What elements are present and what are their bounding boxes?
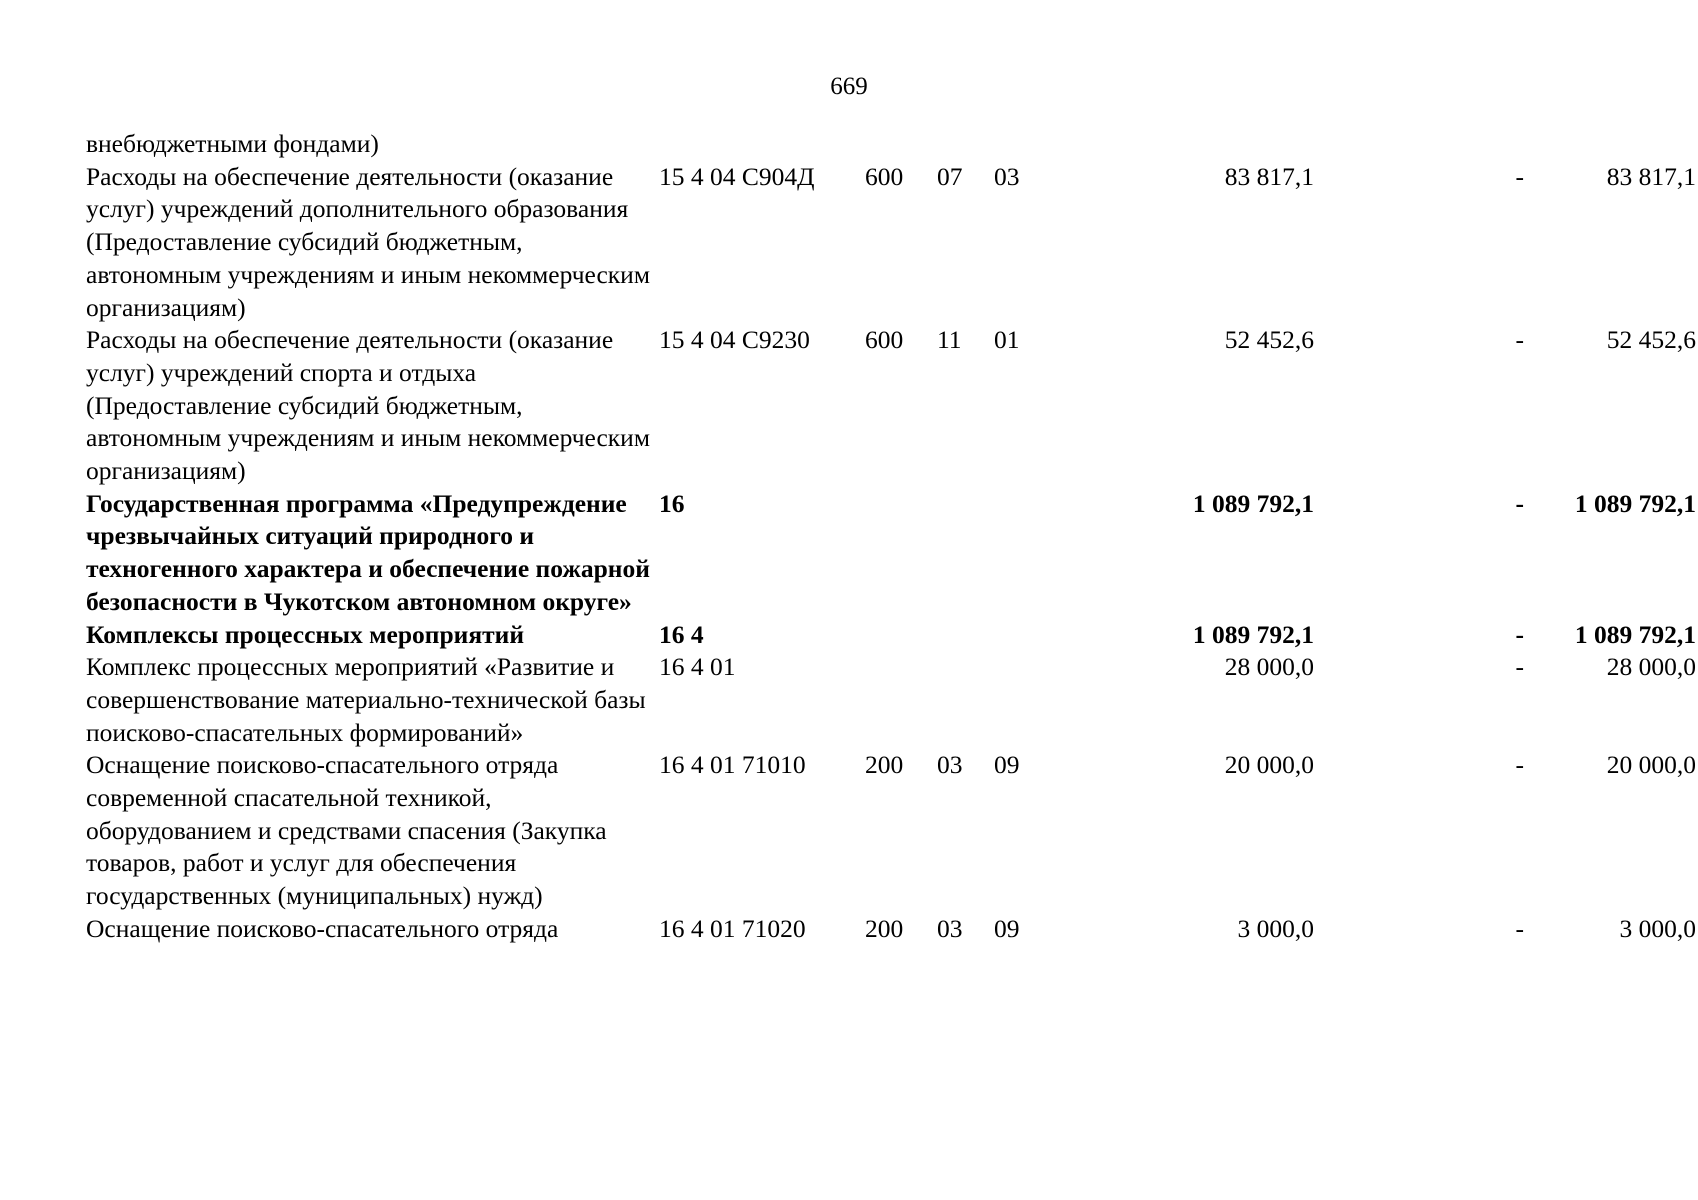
row-sum2: - (1515, 750, 1524, 780)
row-name: Комплекс процессных мероприятий «Развитие и совершенствование материально-технической базы поисково-спасательных формирований» (86, 652, 646, 747)
row-rz: 07 (937, 161, 963, 191)
row-sum1: 20 000,0 (1224, 750, 1314, 780)
table-row (86, 128, 1696, 161)
table-row (86, 651, 1696, 749)
row-csr: 15 4 04 С904Д (659, 161, 815, 191)
table-row (86, 913, 1696, 946)
row-sum1: 52 452,6 (1224, 325, 1314, 355)
row-name: Комплексы процессных мероприятий (86, 619, 525, 649)
row-sum1: 1 089 792,1 (1192, 619, 1314, 649)
row-vr (865, 651, 937, 749)
budget-table (86, 128, 1696, 946)
row-sum1: 83 817,1 (1224, 161, 1314, 191)
table-row (86, 324, 1696, 488)
row-name: Расходы на обеспечение деятельности (оказание услуг) учреждений спорта и отдыха (Предоставление субсидий бюджетным, автономным учреждениям и иным некоммерческим организациям) (86, 325, 650, 486)
row-sum3: 52 452,6 (1606, 325, 1696, 355)
row-vr: 600 (865, 325, 904, 355)
row-csr: 15 4 04 С9230 (659, 325, 810, 355)
row-csr: 16 4 01 71010 (659, 750, 806, 780)
row-csr (659, 128, 865, 161)
row-name: Оснащение поисково-спасательного отряда (86, 913, 559, 943)
row-vr: 200 (865, 750, 904, 780)
row-rz (937, 128, 994, 161)
row-rz (937, 651, 994, 749)
row-rz: 03 (937, 750, 963, 780)
row-sum2: - (1515, 619, 1524, 649)
row-sum3: 28 000,0 (1606, 652, 1696, 682)
row-csr: 16 (659, 488, 685, 518)
row-rz: 03 (937, 913, 963, 943)
row-csr: 16 4 01 (659, 652, 736, 682)
row-rz (937, 488, 994, 619)
row-name: Государственная программа «Предупреждение чрезвычайных ситуаций природного и техногенного характера и обеспечение пожарной безопасности в Чукотском автономном округе» (86, 488, 650, 616)
row-pr: 09 (994, 913, 1020, 943)
row-pr: 03 (994, 161, 1020, 191)
row-pr (994, 651, 1059, 749)
row-pr: 09 (994, 750, 1020, 780)
row-pr (994, 488, 1059, 619)
row-csr: 16 4 01 71020 (659, 913, 806, 943)
row-sum3: 83 817,1 (1606, 161, 1696, 191)
row-rz: 11 (937, 325, 962, 355)
row-name: внебюджетными фондами) (86, 129, 379, 158)
row-sum1: 1 089 792,1 (1192, 488, 1314, 518)
row-pr (994, 128, 1059, 161)
row-sum2: - (1515, 913, 1524, 943)
row-sum2: - (1515, 652, 1524, 682)
row-sum1: 28 000,0 (1224, 652, 1314, 682)
row-vr: 600 (865, 161, 904, 191)
row-sum3: 1 089 792,1 (1574, 488, 1696, 518)
row-vr (865, 128, 937, 161)
row-sum3: 20 000,0 (1606, 750, 1696, 780)
row-pr: 01 (994, 325, 1020, 355)
row-name: Оснащение поисково-спасательного отряда современной спасательной техникой, оборудованием и средствами спасения (Закупка товаров, работ и услуг для обеспечения государственных (муниципальных) нужд) (86, 750, 607, 911)
row-vr (865, 488, 937, 619)
table-row (86, 161, 1696, 325)
row-sum2: - (1515, 325, 1524, 355)
row-sum2 (1314, 128, 1524, 161)
row-vr: 200 (865, 913, 904, 943)
table-row (86, 488, 1696, 619)
row-vr (865, 619, 937, 652)
table-row (86, 619, 1696, 652)
row-name: Расходы на обеспечение деятельности (оказание услуг) учреждений дополнительного образования (Предоставление субсидий бюджетным, автономным учреждениям и иным некоммерческим организациям) (86, 161, 650, 322)
row-csr: 16 4 (659, 619, 704, 649)
table-row (86, 749, 1696, 913)
row-rz (937, 619, 994, 652)
row-sum3: 1 089 792,1 (1574, 619, 1696, 649)
row-pr (994, 619, 1059, 652)
row-sum3: 3 000,0 (1619, 913, 1696, 943)
row-sum2: - (1515, 488, 1524, 518)
row-sum3 (1524, 128, 1696, 161)
page-number: 669 (830, 73, 868, 100)
row-sum1: 3 000,0 (1237, 913, 1314, 943)
row-sum2: - (1515, 161, 1524, 191)
row-sum1 (1059, 128, 1314, 161)
